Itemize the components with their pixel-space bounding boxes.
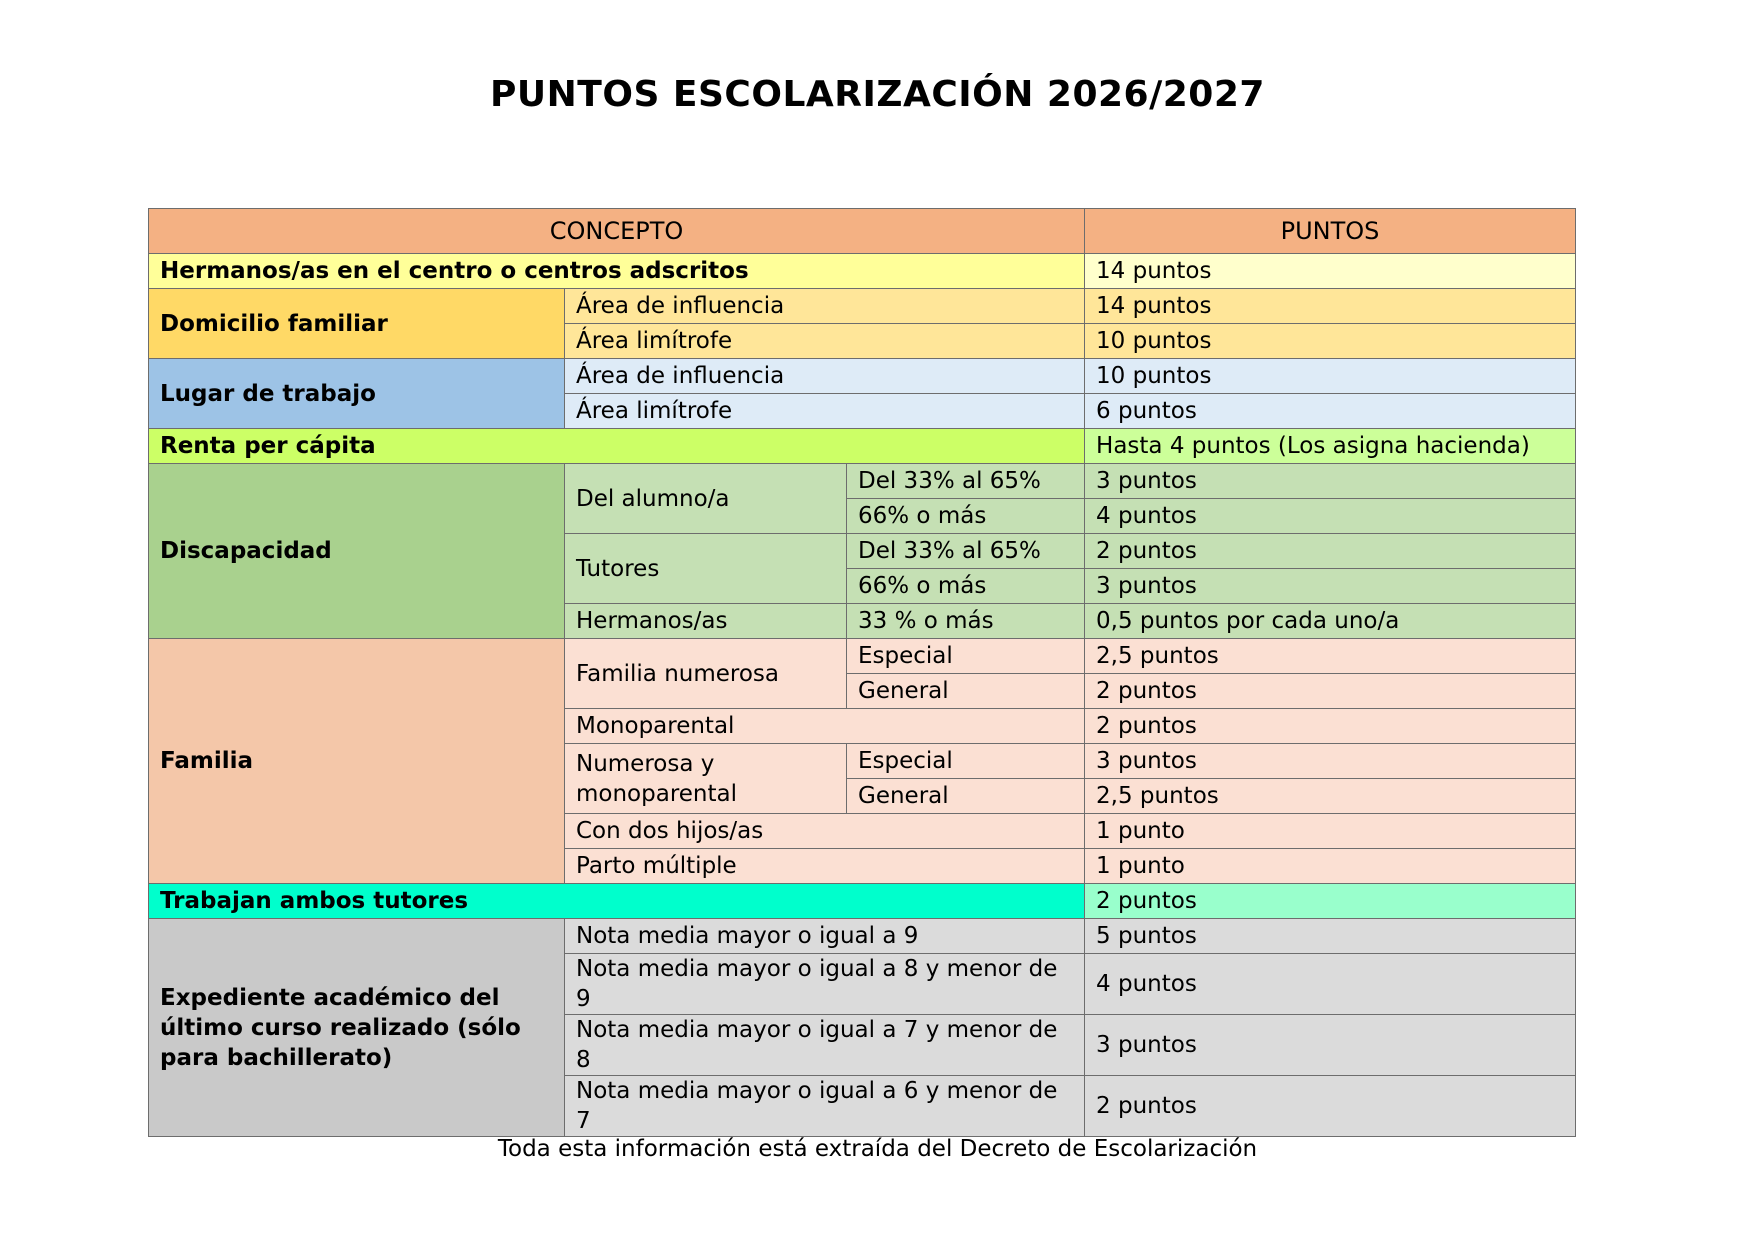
discapacidad-points: 4 puntos <box>1085 499 1576 534</box>
expediente-sub-label: Nota media mayor o igual a 9 <box>565 919 1085 954</box>
expediente-sub-label: Nota media mayor o igual a 6 y menor de 7 <box>565 1076 1085 1137</box>
points-table <box>148 208 1576 1137</box>
familia-label: Familia <box>149 639 565 884</box>
lugar-sub-label: Área de influencia <box>565 359 1085 394</box>
table-row <box>149 639 1576 674</box>
table-row <box>149 429 1576 464</box>
familia-monoparental-label: Monoparental <box>565 709 1085 744</box>
domicilio-label: Domicilio familiar <box>149 289 565 359</box>
discapacidad-tutores-label: Tutores <box>565 534 847 604</box>
discapacidad-points: 3 puntos <box>1085 464 1576 499</box>
discapacidad-points: 3 puntos <box>1085 569 1576 604</box>
discapacidad-alumno-label: Del alumno/a <box>565 464 847 534</box>
familia-numerosa-label: Familia numerosa <box>565 639 847 709</box>
domicilio-points: 10 puntos <box>1085 324 1576 359</box>
familia-category: General <box>847 779 1085 814</box>
lugar-points: 6 puntos <box>1085 394 1576 429</box>
page-title: PUNTOS ESCOLARIZACIÓN 2026/2027 <box>490 74 1265 115</box>
familia-points: 3 puntos <box>1085 744 1576 779</box>
familia-points: 2 puntos <box>1085 674 1576 709</box>
familia-points: 2,5 puntos <box>1085 779 1576 814</box>
discapacidad-range: 33 % o más <box>847 604 1085 639</box>
renta-points: Hasta 4 puntos (Los asigna hacienda) <box>1085 429 1576 464</box>
discapacidad-points: 2 puntos <box>1085 534 1576 569</box>
familia-category: Especial <box>847 639 1085 674</box>
trabajan-points: 2 puntos <box>1085 884 1576 919</box>
table-row <box>149 359 1576 394</box>
domicilio-points: 14 puntos <box>1085 289 1576 324</box>
domicilio-sub-label: Área limítrofe <box>565 324 1085 359</box>
familia-points: 2 puntos <box>1085 709 1576 744</box>
footer-note: Toda esta información está extraída del Decreto de Escolarización <box>497 1136 1258 1162</box>
familia-dos-hijos-label: Con dos hijos/as <box>565 814 1085 849</box>
concepto-header: CONCEPTO <box>149 209 1085 254</box>
expediente-points: 3 puntos <box>1085 1015 1576 1076</box>
discapacidad-hermanos-label: Hermanos/as <box>565 604 847 639</box>
table-row <box>149 919 1576 954</box>
domicilio-sub-label: Área de influencia <box>565 289 1085 324</box>
table-row <box>149 464 1576 499</box>
expediente-points: 4 puntos <box>1085 954 1576 1015</box>
discapacidad-range: 66% o más <box>847 569 1085 604</box>
lugar-sub-label: Área limítrofe <box>565 394 1085 429</box>
table-row <box>149 289 1576 324</box>
discapacidad-points: 0,5 puntos por cada uno/a <box>1085 604 1576 639</box>
discapacidad-range: 66% o más <box>847 499 1085 534</box>
familia-points: 2,5 puntos <box>1085 639 1576 674</box>
familia-points: 1 punto <box>1085 849 1576 884</box>
puntos-header: PUNTOS <box>1085 209 1576 254</box>
table-header-row <box>149 209 1576 254</box>
trabajan-label: Trabajan ambos tutores <box>149 884 1085 919</box>
table-row <box>149 884 1576 919</box>
expediente-sub-label: Nota media mayor o igual a 8 y menor de 9 <box>565 954 1085 1015</box>
familia-category: Especial <box>847 744 1085 779</box>
renta-label: Renta per cápita <box>149 429 1085 464</box>
hermanos-label: Hermanos/as en el centro o centros adscritos <box>149 254 1085 289</box>
expediente-points: 5 puntos <box>1085 919 1576 954</box>
discapacidad-range: Del 33% al 65% <box>847 534 1085 569</box>
familia-points: 1 punto <box>1085 814 1576 849</box>
familia-numerosa-mono-label: Numerosa y monoparental <box>565 744 847 814</box>
expediente-sub-label: Nota media mayor o igual a 7 y menor de 8 <box>565 1015 1085 1076</box>
lugar-points: 10 puntos <box>1085 359 1576 394</box>
expediente-points: 2 puntos <box>1085 1076 1576 1137</box>
table-row <box>149 254 1576 289</box>
discapacidad-range: Del 33% al 65% <box>847 464 1085 499</box>
expediente-label: Expediente académico del último curso realizado (sólo para bachillerato) <box>149 919 565 1137</box>
hermanos-points: 14 puntos <box>1085 254 1576 289</box>
familia-category: General <box>847 674 1085 709</box>
familia-parto-label: Parto múltiple <box>565 849 1085 884</box>
discapacidad-label: Discapacidad <box>149 464 565 639</box>
lugar-label: Lugar de trabajo <box>149 359 565 429</box>
